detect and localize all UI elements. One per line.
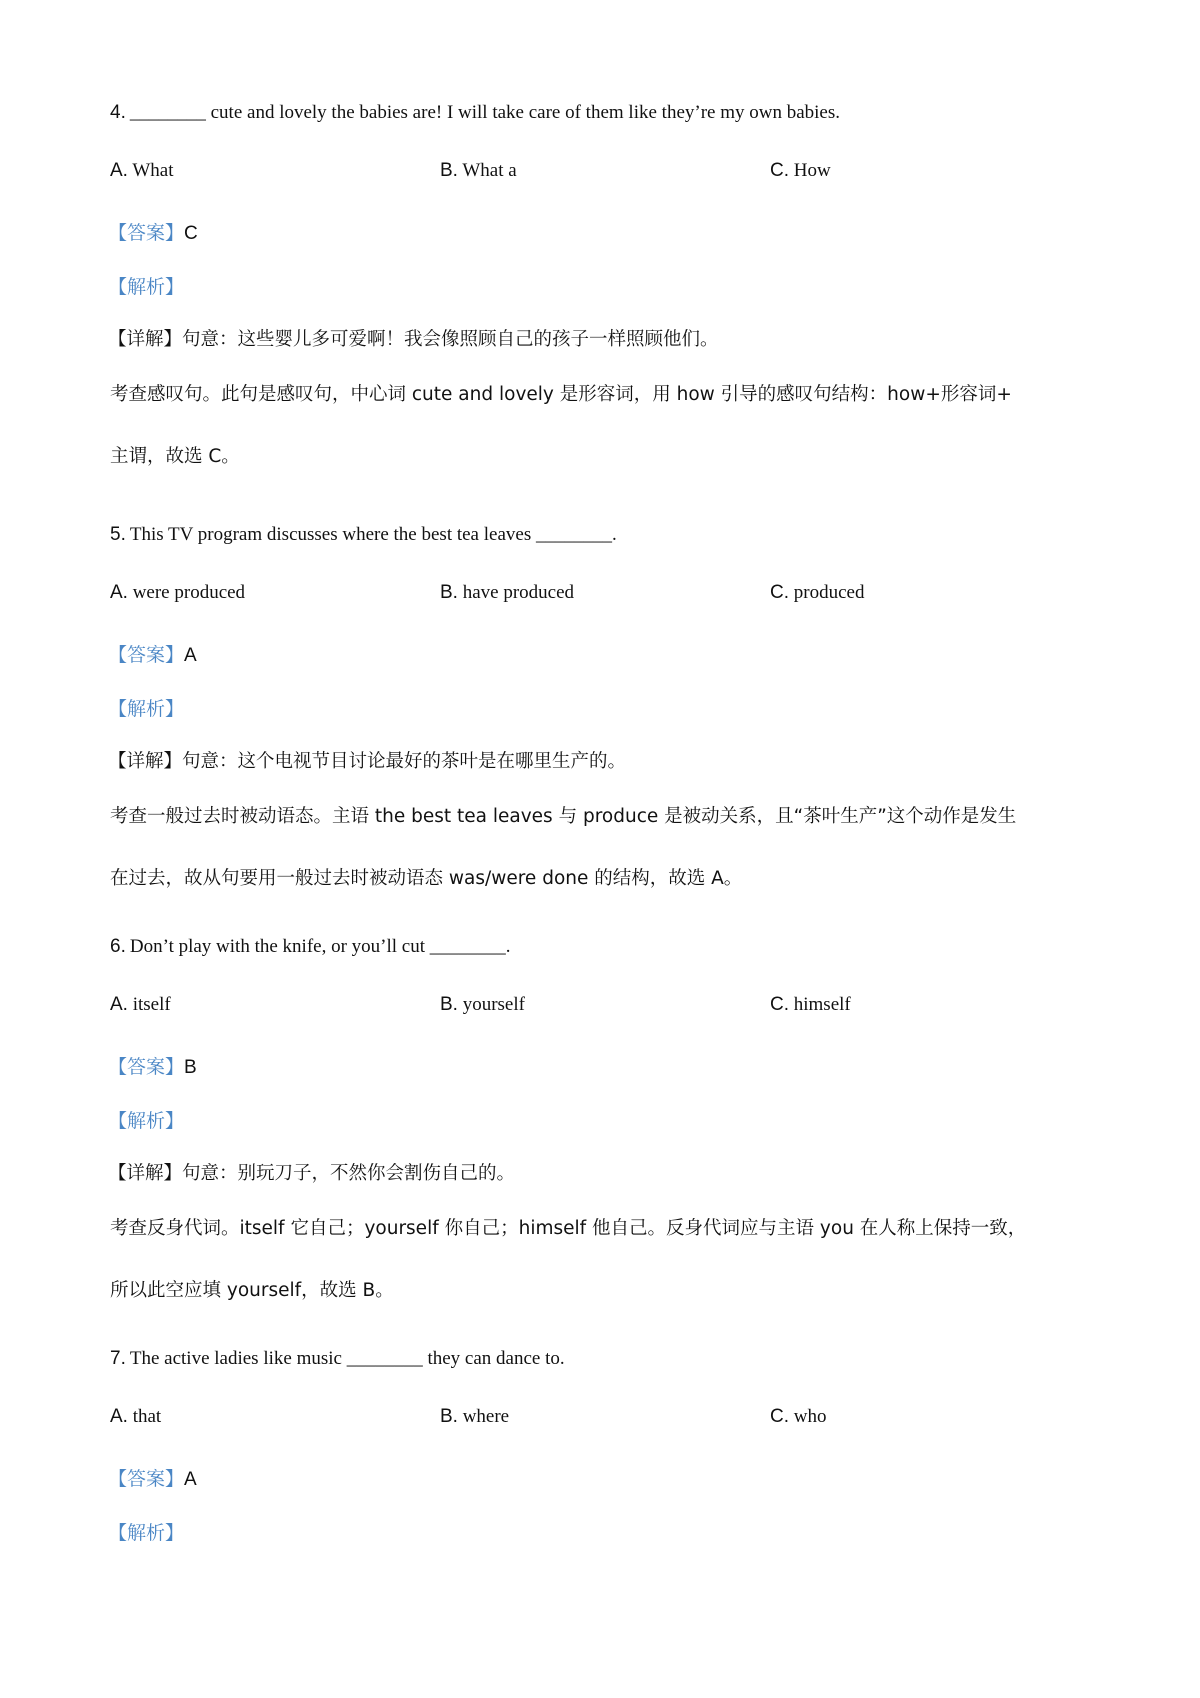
option-text: have produced	[462, 582, 575, 603]
option-c	[770, 994, 851, 1016]
option-text: How	[793, 160, 831, 181]
explanation-line: 考查感叹句。此句是感叹句，中心词 cute and lovely 是形容词，用 how 引导的感叹句结构：how+形容词+	[110, 384, 1012, 405]
question-text: The active ladies like music ________ they can dance to.	[129, 1348, 565, 1369]
option-text: who	[793, 1406, 827, 1427]
question-4-stem	[110, 102, 840, 124]
option-letter: A.	[110, 994, 128, 1015]
option-letter: C.	[770, 1406, 789, 1427]
option-b	[440, 994, 525, 1016]
option-text: What	[132, 160, 174, 181]
question-number: 4.	[110, 102, 126, 123]
analysis-tag: 【解析】	[108, 698, 185, 720]
option-text: yourself	[462, 994, 525, 1015]
option-text: itself	[132, 994, 171, 1015]
question-text: ________ cute and lovely the babies are! I will take care of them like they’re my own babies.	[129, 102, 841, 123]
option-a	[110, 1406, 161, 1428]
answer-line	[108, 218, 198, 245]
option-letter: C.	[770, 582, 789, 603]
answer-value: C	[184, 223, 198, 244]
answer-tag: 【答案】	[108, 1468, 185, 1490]
explanation-line: 考查一般过去时被动语态。主语 the best tea leaves 与 produce 是被动关系，且“茶叶生产”这个动作是发生	[110, 806, 1017, 827]
option-text: What a	[462, 160, 517, 181]
option-letter: B.	[440, 582, 458, 603]
answer-tag: 【答案】	[108, 1056, 185, 1078]
option-text: that	[132, 1406, 162, 1427]
explanation-line: 所以此空应填 yourself，故选 B。	[110, 1280, 394, 1301]
option-text: where	[462, 1406, 510, 1427]
option-b	[440, 160, 517, 182]
option-letter: A.	[110, 160, 128, 181]
question-text: Don’t play with the knife, or you’ll cut ________.	[129, 936, 511, 957]
option-letter: B.	[440, 1406, 458, 1427]
detail-line: 【详解】句意：这个电视节目讨论最好的茶叶是在哪里生产的。	[108, 751, 627, 772]
option-c	[770, 160, 831, 182]
answer-value: A	[184, 645, 197, 666]
answer-line	[108, 1052, 197, 1079]
detail-line: 【详解】句意：这些婴儿多可爱啊！我会像照顾自己的孩子一样照顾他们。	[108, 329, 719, 350]
option-text: were produced	[132, 582, 246, 603]
option-b	[440, 582, 574, 604]
answer-line	[108, 1464, 197, 1491]
option-a	[110, 994, 171, 1016]
option-a	[110, 160, 174, 182]
option-b	[440, 1406, 509, 1428]
question-5-stem	[110, 524, 617, 546]
question-number: 7.	[110, 1348, 126, 1369]
answer-value: B	[184, 1057, 197, 1078]
answer-value: A	[184, 1469, 197, 1490]
option-c	[770, 1406, 826, 1428]
answer-line	[108, 640, 197, 667]
option-text: himself	[793, 994, 851, 1015]
analysis-tag: 【解析】	[108, 1110, 185, 1132]
option-c	[770, 582, 864, 604]
option-letter: C.	[770, 994, 789, 1015]
question-text: This TV program discusses where the best tea leaves ________.	[129, 524, 617, 545]
option-a	[110, 582, 245, 604]
question-7-stem	[110, 1348, 565, 1370]
detail-line: 【详解】句意：别玩刀子，不然你会割伤自己的。	[108, 1163, 516, 1184]
analysis-tag: 【解析】	[108, 1522, 185, 1544]
explanation-line: 主谓，故选 C。	[110, 446, 240, 467]
question-number: 5.	[110, 524, 126, 545]
explanation-line: 在过去，故从句要用一般过去时被动语态 was/were done 的结构，故选 A。	[110, 868, 743, 889]
option-letter: A.	[110, 1406, 128, 1427]
option-letter: A.	[110, 582, 128, 603]
option-letter: C.	[770, 160, 789, 181]
answer-tag: 【答案】	[108, 222, 185, 244]
question-number: 6.	[110, 936, 126, 957]
option-text: produced	[793, 582, 865, 603]
option-letter: B.	[440, 994, 458, 1015]
explanation-line: 考查反身代词。itself 它自己；yourself 你自己；himself 他自己。反身代词应与主语 you 在人称上保持一致，	[110, 1218, 1027, 1239]
question-6-stem	[110, 936, 511, 958]
option-letter: B.	[440, 160, 458, 181]
analysis-tag: 【解析】	[108, 276, 185, 298]
answer-tag: 【答案】	[108, 644, 185, 666]
